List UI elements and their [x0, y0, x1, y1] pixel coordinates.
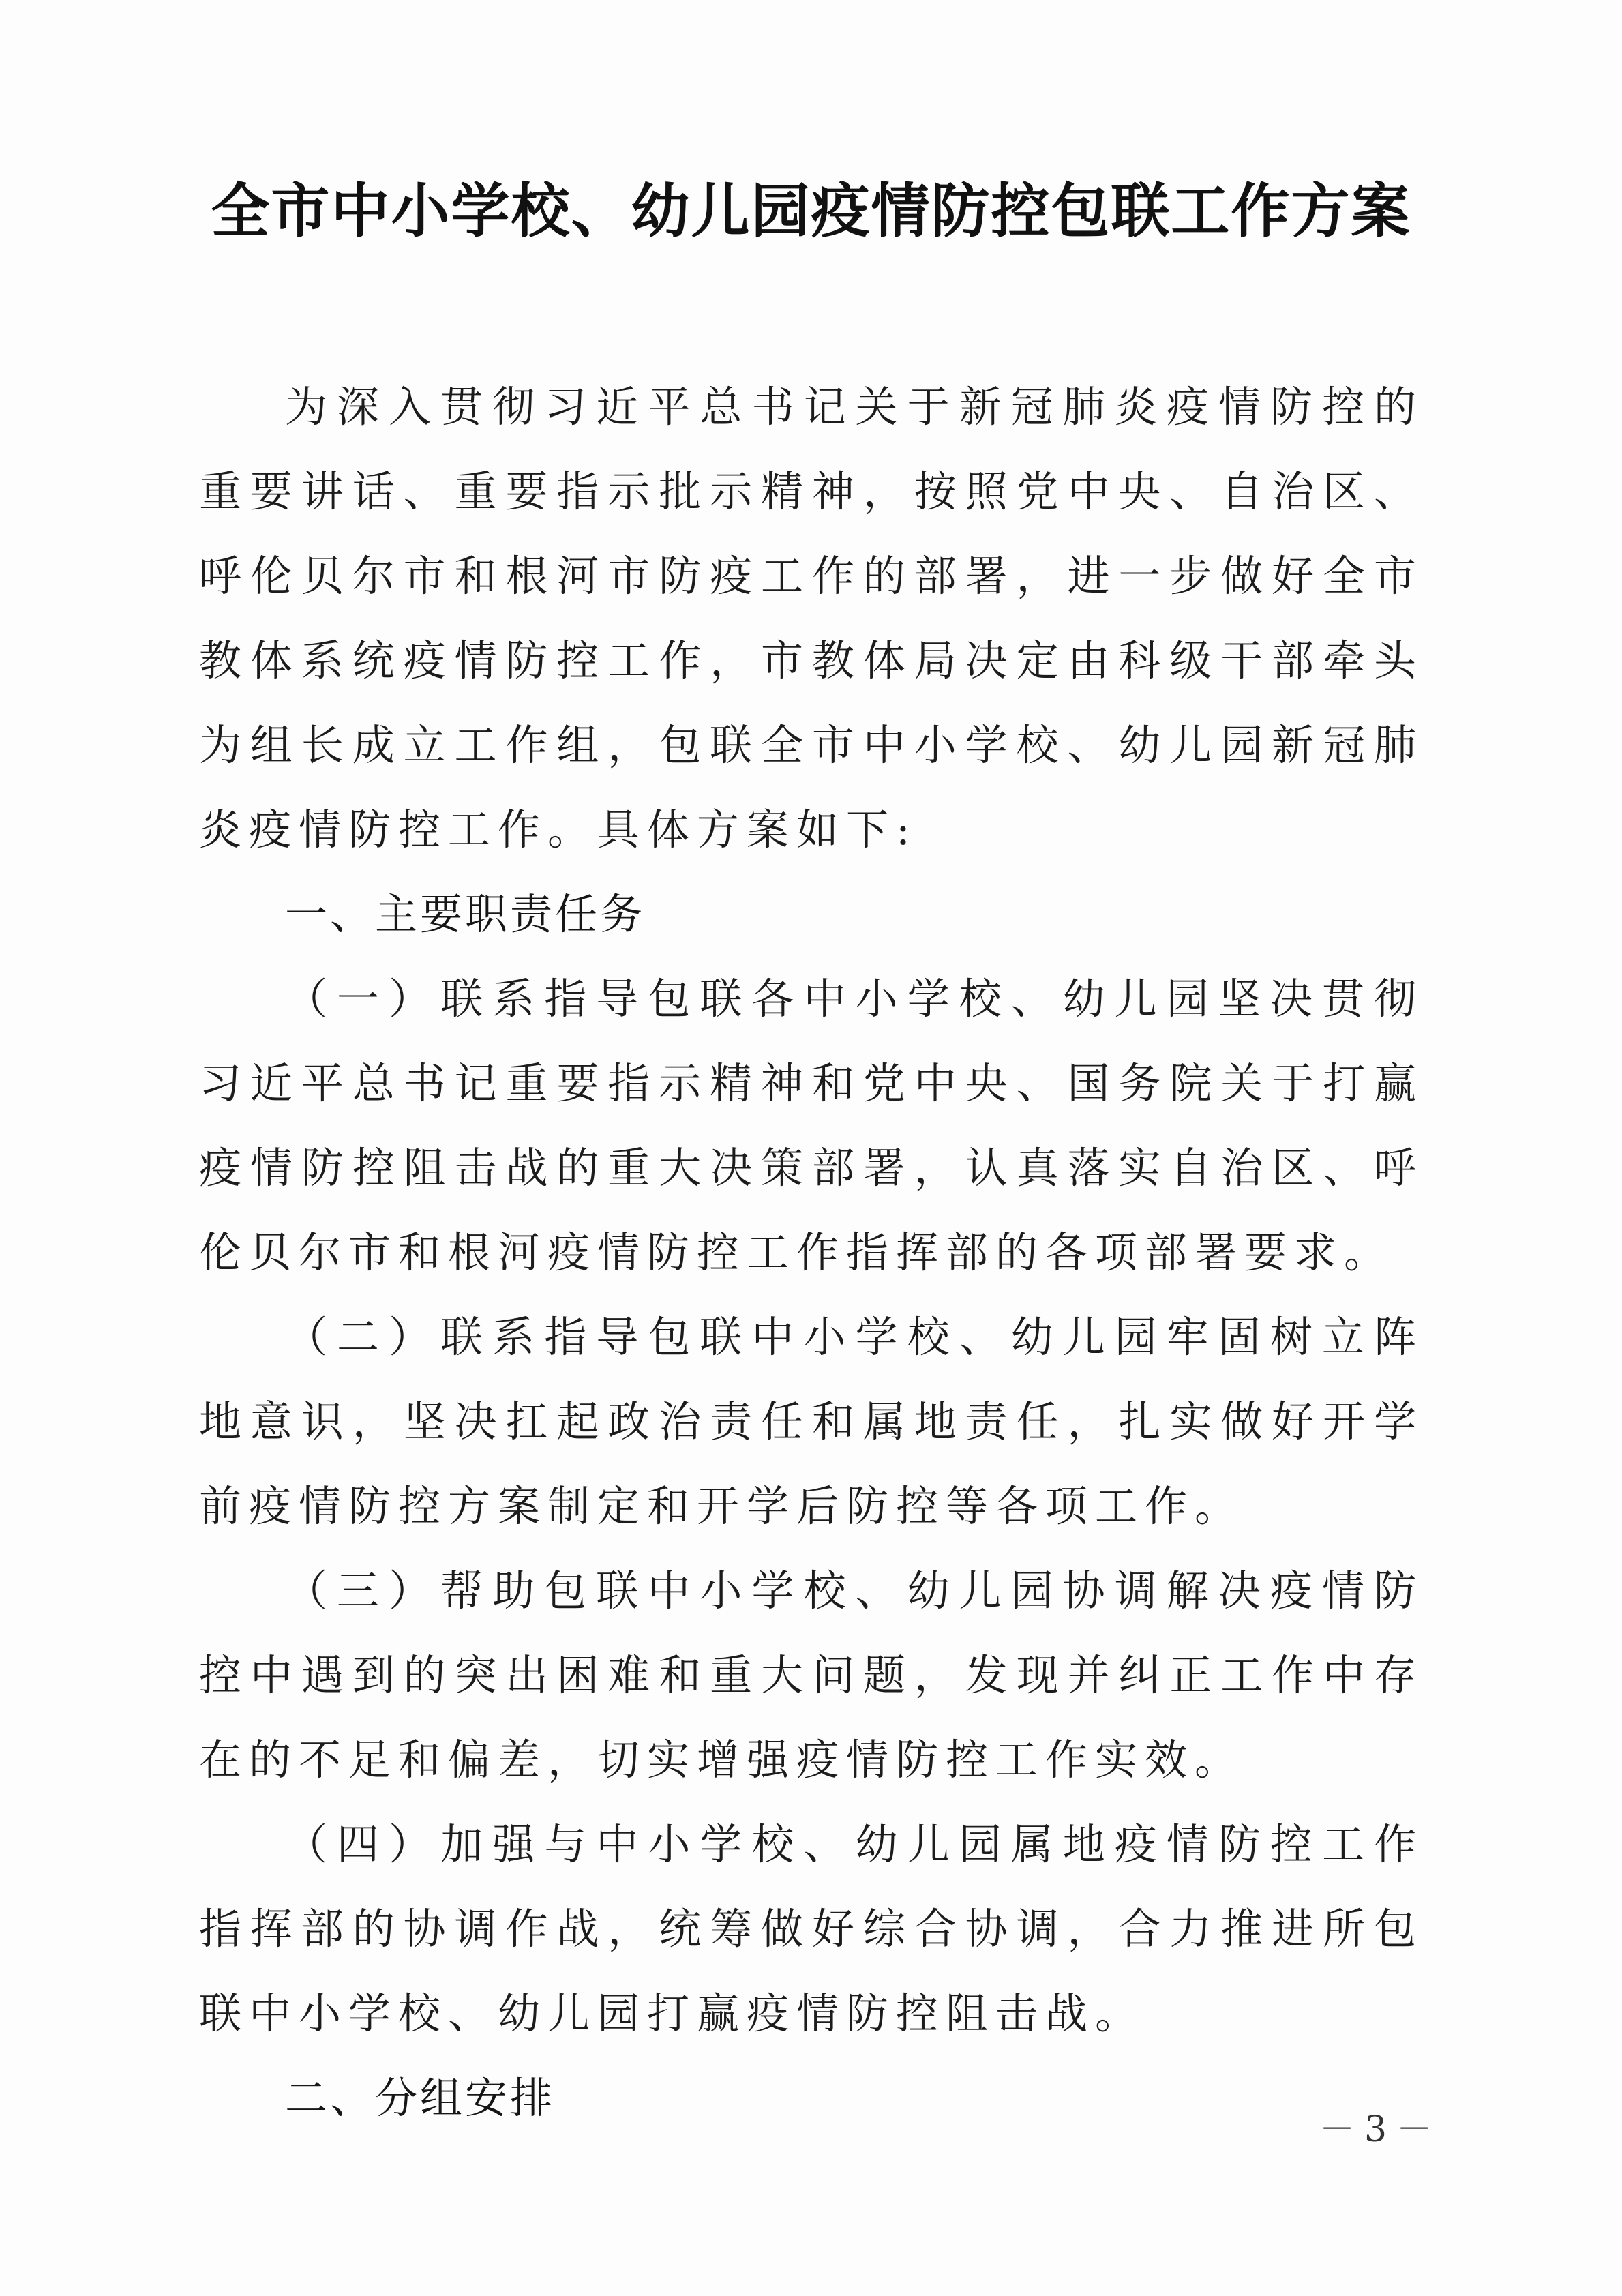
intro-paragraph: 为深入贯彻习近平总书记关于新冠肺炎疫情防控的重要讲话、重要指示批示精神，按照党中央、自治区、呼伦贝尔市和根河市防疫工作的部署，进一步做好全市教体系统疫情防控工作，市教体局决定由科级干部牵头为组长成立工作组，包联全市中小学校、幼儿园新冠肺炎疫情防控工作。具体方案如下:: [199, 382, 1424, 854]
section-heading-responsibilities: 一、主要职责任务: [285, 889, 646, 939]
section-heading-groups: 二、分组安排: [285, 2073, 556, 2123]
document-title: 全市中小学校、幼儿园疫情防控包联工作方案: [211, 177, 1411, 245]
responsibility-item-4: （四）加强与中小学校、幼儿园属地疫情防控工作指挥部的协调作战，统筹做好综合协调，合力推进所包联中小学校、幼儿园打赢疫情防控阻击战。: [199, 1819, 1424, 2038]
responsibility-item-2: （二）联系指导包联中小学校、幼儿园牢固树立阵地意识，坚决扛起政治责任和属地责任，扎实做好开学前疫情防控方案制定和开学后防控等各项工作。: [199, 1312, 1424, 1531]
responsibility-item-3: （三）帮助包联中小学校、幼儿园协调解决疫情防控中遇到的突出困难和重大问题，发现并纠正工作中存在的不足和偏差，切实增强疫情防控工作实效。: [199, 1566, 1424, 1785]
responsibility-item-1: （一）联系指导包联各中小学校、幼儿园坚决贯彻习近平总书记重要指示精神和党中央、国务院关于打赢疫情防控阻击战的重大决策部署，认真落实自治区、呼伦贝尔市和根河疫情防控工作指挥部的各项部署要求。: [199, 974, 1424, 1277]
page-number: －3－: [1319, 2109, 1442, 2150]
document-body: [199, 365, 1424, 2141]
